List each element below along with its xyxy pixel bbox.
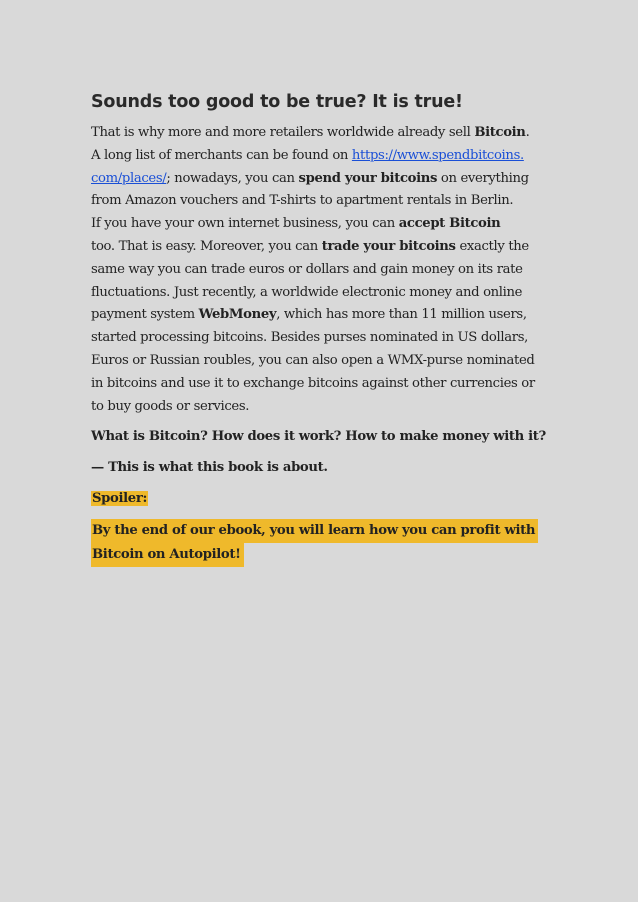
text-line: Euros or Russian roubles, you can also open a WMX-purse nominated xyxy=(91,352,535,368)
text: too. That is easy. Moreover, you can xyxy=(91,238,322,254)
text-line: to buy goods or services. xyxy=(91,398,250,414)
text-line xyxy=(91,168,551,191)
text: ; nowadays, you can xyxy=(166,170,299,186)
spoiler-block xyxy=(91,487,551,511)
body-paragraph xyxy=(91,122,551,418)
answer-line: — This is what this book is about. xyxy=(91,460,328,476)
text-line xyxy=(91,122,551,145)
content-area xyxy=(91,92,551,567)
text: on everything xyxy=(437,170,529,186)
bold-text: spend your bitcoins xyxy=(298,170,438,186)
text: That is why more and more retailers worldwide already sell xyxy=(91,125,475,140)
bold-text: Bitcoin xyxy=(474,125,526,140)
text-line: fluctuations. Just recently, a worldwide electronic money and online xyxy=(91,284,523,300)
bold-text: trade your bitcoins xyxy=(321,238,456,254)
text-line: in bitcoins and use it to exchange bitcoins against other currencies or xyxy=(91,375,535,391)
text: A long list of merchants can be found on xyxy=(91,147,352,163)
text-line xyxy=(91,236,551,259)
text: , which has more than 11 million users, xyxy=(276,307,527,323)
highlight-line: By the end of our ebook, you will learn how you can profit with xyxy=(91,519,538,543)
bold-text: accept Bitcoin xyxy=(398,216,501,232)
section-heading: Sounds too good to be true? It is true! xyxy=(91,92,463,112)
spoiler-label: Spoiler: xyxy=(92,491,147,507)
text-line xyxy=(91,304,551,327)
highlight-line: Bitcoin on Autopilot! xyxy=(91,543,244,567)
text: If you have your own internet business, you can xyxy=(91,216,399,232)
text: payment system xyxy=(91,307,199,323)
question-line: What is Bitcoin? How does it work? How to make money with it? xyxy=(91,429,546,445)
text: . xyxy=(525,125,530,140)
bold-text: WebMoney xyxy=(198,307,277,323)
spendbitcoins-link[interactable]: https://www.spendbitcoins. xyxy=(351,147,524,163)
text-line: started processing bitcoins. Besides purses nominated in US dollars, xyxy=(91,330,528,346)
highlighted-conclusion xyxy=(91,519,551,567)
text-line: from Amazon vouchers and T-shirts to apartment rentals in Berlin. xyxy=(91,193,514,209)
text-line xyxy=(91,213,551,236)
text: exactly the xyxy=(455,238,529,254)
spendbitcoins-link-cont[interactable]: com/places/ xyxy=(91,170,167,186)
text-line xyxy=(91,145,551,168)
text-line: same way you can trade euros or dollars and gain money on its rate xyxy=(91,261,523,277)
